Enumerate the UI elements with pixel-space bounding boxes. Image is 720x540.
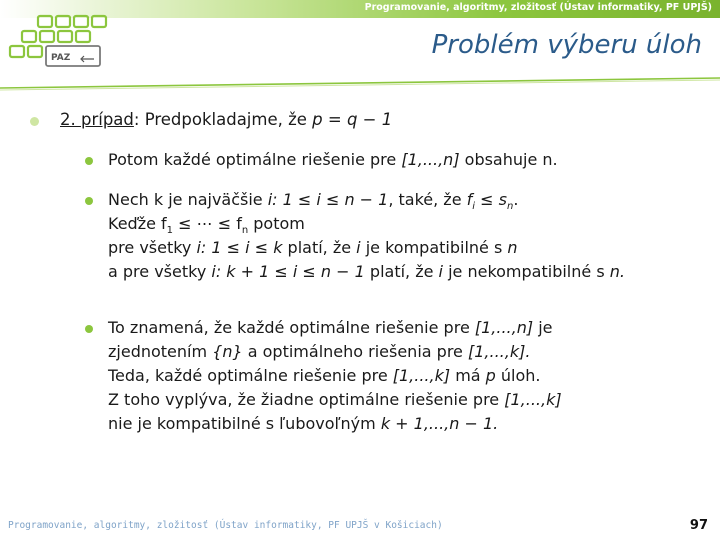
paragraph-3 [108, 316, 562, 436]
paragraph-2 [108, 188, 625, 284]
paragraph-line: Nech k je najväčšie i: 1 ≤ i ≤ n − 1, také, že $f_i \le s_n$. [108, 190, 519, 212]
case-label: 2. prípad [60, 110, 134, 129]
paragraph-line: Keďže $f_1$ ≤ ⋯ ≤ $f_n$ potom [108, 214, 305, 236]
paragraph-line: nie je kompatibilné s ľubovoľným k + 1,...,n − 1. [108, 414, 499, 433]
bullet-2 [85, 197, 93, 205]
paz-logo [8, 12, 118, 72]
header-band-text: Programovanie, algoritmy, zložitosť (Ústav informatiky, PF UPJŠ) [364, 2, 712, 13]
page-number: 97 [689, 518, 708, 533]
paragraph-line: a pre všetky i: k + 1 ≤ i ≤ n − 1 platí, že i je nekompatibilné s n. [108, 262, 625, 281]
paragraph-1 [108, 148, 558, 172]
paragraph-line: Z toho vyplýva, že žiadne optimálne riešenie pre [1,...,k] [108, 390, 562, 409]
level1-bullet [30, 117, 39, 126]
paragraph-line: zjednotením {n} a optimálneho riešenia pre [1,...,k]. [108, 342, 531, 361]
bullet-1 [85, 157, 93, 165]
paragraph-line: pre všetky i: 1 ≤ i ≤ k platí, že i je kompatibilné s n [108, 238, 518, 257]
slide-title: Problém výberu úloh [431, 30, 702, 60]
bullet-3 [85, 325, 93, 333]
paragraph-line: Teda, každé optimálne riešenie pre [1,...,k] má p úloh. [108, 366, 541, 385]
footer-text: Programovanie, algoritmy, zložitosť (Ústav informatiky, PF UPJŠ v Košiciach) [8, 520, 443, 531]
paragraph-line: Potom každé optimálne riešenie pre [1,...,n] obsahuje n. [108, 150, 558, 169]
title-rule [0, 76, 720, 96]
level1-text: 2. prípad: Predpokladajme, že p = q − 1 [60, 110, 393, 129]
svg-text:PAZ: PAZ [51, 53, 71, 63]
paragraph-line: To znamená, že každé optimálne riešenie pre [1,...,n] je [108, 318, 553, 337]
